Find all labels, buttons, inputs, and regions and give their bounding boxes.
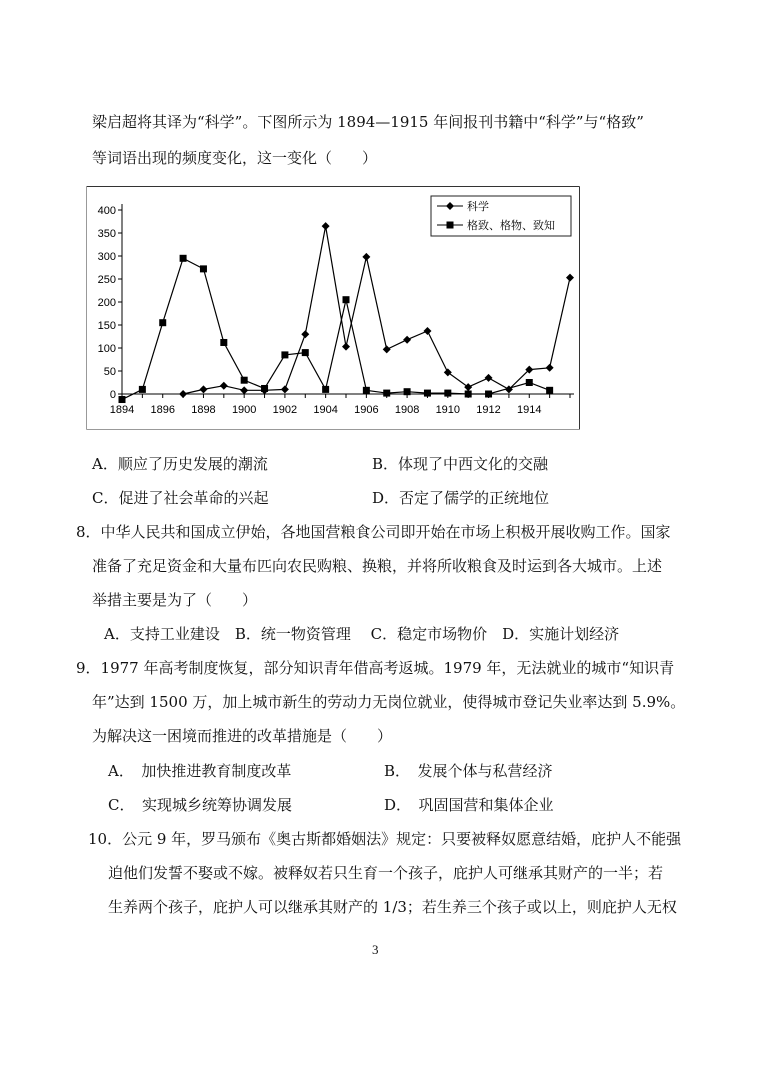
point-gezhi-1907 (383, 390, 390, 397)
page-number: 3 (372, 942, 379, 957)
point-kexue-1899 (220, 382, 228, 390)
point-gezhi-1895 (139, 386, 146, 393)
x-tick-label-1912: 1912 (476, 404, 501, 416)
q9-stem-line-3: 为解决这一困境而推进的改革措施是（ ） (92, 727, 393, 745)
point-kexue-1916 (566, 274, 574, 282)
x-tick-label-1896: 1896 (150, 404, 175, 416)
q8-options: A．支持工业建设 B．统一物资管理 C．稳定市场物价 D．实施计划经济 (104, 625, 620, 643)
y-tick-label-150: 150 (97, 320, 116, 332)
point-kexue-1912 (485, 374, 493, 382)
point-kexue-1898 (199, 385, 207, 393)
x-tick-label-1902: 1902 (272, 404, 298, 416)
q9-option-a: A． 加快推进教育制度改革 (108, 762, 292, 780)
point-kexue-1903 (301, 330, 309, 338)
point-kexue-1908 (403, 336, 411, 344)
point-gezhi-1914 (526, 379, 533, 386)
point-gezhi-1905 (343, 296, 350, 303)
legend-label-kexue: 科学 (467, 201, 489, 213)
x-tick-label-1894: 1894 (109, 404, 135, 416)
point-gezhi-1899 (220, 339, 227, 346)
q9-stem-line-1: 9．1977 年高考制度恢复，部分知识青年借高考返城。1979 年，无法就业的城市“知识青 (76, 659, 675, 677)
point-gezhi-1900 (241, 377, 248, 384)
legend-label-gezhi: 格致、格物、致知 (467, 220, 555, 232)
line-chart (86, 186, 580, 430)
point-kexue-1907 (383, 345, 391, 353)
legend-square-marker (447, 222, 454, 229)
point-gezhi-1903 (302, 349, 309, 356)
y-tick-label-50: 50 (103, 366, 116, 378)
q9-option-d: D． 巩固国营和集体企业 (384, 796, 554, 814)
q9-stem-line-2: 年”达到 1500 万，加上城市新生的劳动力无岗位就业，使得城市登记失业率达到 5.9%。 (92, 693, 686, 711)
y-tick-label-400: 400 (97, 205, 116, 217)
point-gezhi-1906 (363, 387, 370, 394)
q9-option-c: C． 实现城乡统筹协调发展 (108, 796, 292, 814)
x-tick-label-1900: 1900 (231, 404, 257, 416)
q7-option-b: B．体现了中西文化的交融 (372, 455, 549, 473)
point-gezhi-1910 (444, 390, 451, 397)
q8-stem-line-2: 准备了充足资金和大量布匹向农民购粮、换粮，并将所收粮食及时运到各大城市。上述 (92, 557, 663, 575)
intro-line-2: 等词语出现的频度变化，这一变化（ ） (92, 149, 378, 167)
point-kexue-1910 (444, 368, 452, 376)
q9-option-b: B． 发展个体与私营经济 (384, 762, 553, 780)
q8-stem-line-3: 举措主要是为了（ ） (92, 591, 258, 609)
q10-stem-line-1: 10．公元 9 年，罗马颁布《奥古斯都婚姻法》规定：只要被释奴愿意结婚，庇护人不能强 (88, 830, 682, 848)
x-tick-label-1914: 1914 (517, 404, 542, 416)
q8-stem-line-1: 8．中华人民共和国成立伊始，各地国营粮食公司即开始在市场上积极开展收购工作。国家 (76, 523, 671, 541)
series-line-0 (183, 226, 570, 394)
y-tick-label-0: 0 (109, 389, 116, 401)
y-tick-label-100: 100 (97, 343, 116, 355)
point-gezhi-1908 (404, 388, 411, 395)
q7-option-a: A．顺应了历史发展的潮流 (92, 455, 268, 473)
point-gezhi-1897 (180, 255, 187, 262)
x-tick-label-1906: 1906 (354, 404, 379, 416)
intro-line-1: 梁启超将其译为“科学”。下图所示为 1894—1915 年间报刊书籍中“科学”与“格致” (92, 113, 644, 131)
point-kexue-1905 (342, 343, 350, 351)
point-gezhi-1898 (200, 265, 207, 272)
point-kexue-1902 (281, 385, 289, 393)
chart-legend (431, 196, 571, 236)
x-tick-label-1898: 1898 (191, 404, 216, 416)
point-gezhi-1902 (281, 351, 288, 358)
point-kexue-1915 (546, 364, 554, 372)
x-tick-label-1904: 1904 (313, 404, 338, 416)
x-tick-label-1908: 1908 (394, 404, 420, 416)
point-gezhi-1904 (322, 386, 329, 393)
point-gezhi-1896 (159, 319, 166, 326)
y-tick-label-250: 250 (97, 274, 116, 286)
point-kexue-1897 (179, 390, 187, 398)
point-gezhi-1901 (261, 385, 268, 392)
x-tick-label-1910: 1910 (435, 404, 461, 416)
point-gezhi-1911 (465, 391, 472, 398)
point-kexue-1909 (423, 327, 431, 335)
point-kexue-1906 (362, 253, 370, 261)
q10-stem-line-3: 生养两个孩子，庇护人可以继承其财产的 1/3；若生养三个孩子或以上，则庇护人无权 (108, 898, 677, 916)
point-gezhi-1894 (119, 396, 126, 403)
y-tick-label-200: 200 (97, 297, 116, 309)
q7-option-d: D．否定了儒学的正统地位 (372, 489, 550, 507)
frequency-chart (86, 186, 580, 430)
point-kexue-1900 (240, 386, 248, 394)
point-gezhi-1912 (485, 391, 492, 398)
point-gezhi-1909 (424, 390, 431, 397)
y-tick-label-350: 350 (97, 228, 116, 240)
y-tick-label-300: 300 (97, 251, 116, 263)
q7-option-c: C．促进了社会革命的兴起 (92, 489, 269, 507)
point-kexue-1904 (322, 222, 330, 230)
point-gezhi-1915 (546, 387, 553, 394)
point-kexue-1911 (464, 383, 472, 391)
q10-stem-line-2: 迫他们发誓不娶或不嫁。被释奴若只生育一个孩子，庇护人可继承其财产的一半；若 (108, 864, 664, 882)
